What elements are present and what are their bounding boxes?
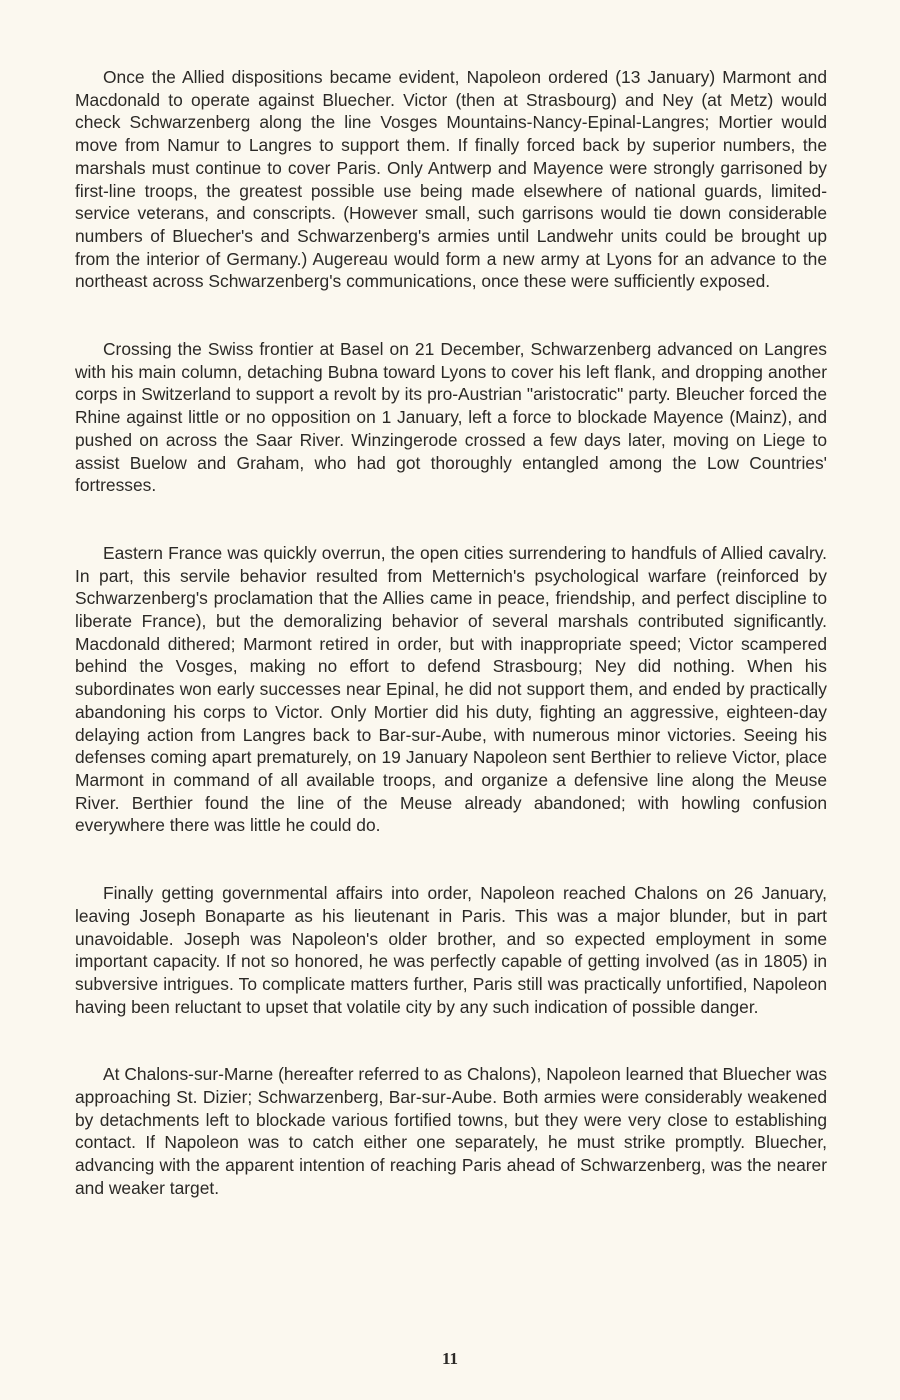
paragraph-crossing-swiss-frontier: Crossing the Swiss frontier at Basel on 21 December, Schwarzenberg advanced on Langres with his main column, detaching Bubna toward Lyons to cover his left flank, and dropping another corps in Switzerland to support a revolt by its pro-Austrian "aristocratic" party. Bleucher forced the Rhine against little or no opposition on 1 January, left a force to blockade Mayence (Mainz), and pushed on across the Saar River. Winzingerode crossed a few days later, moving on Liege to assist Buelow and Graham, who had got thoroughly entangled among the Low Countries' fortresses. [75, 339, 827, 496]
paragraph-governmental-affairs: Finally getting governmental affairs into order, Napoleon reached Chalons on 26 January, leaving Joseph Bonaparte as his lieutenant in Paris. This was a major blunder, but in part unavoidable. Joseph was Napoleon's older brother, and so expected employment in some important capacity. If not so honored, he was perfectly capable of getting involved (as in 1805) in subversive intrigues. To complicate matters further, Paris still was practically unfortified, Napoleon having been reluctant to upset that volatile city by any such indication of possible danger. [75, 883, 827, 1017]
paragraph-eastern-france-overrun: Eastern France was quickly overrun, the open cities surrendering to handfuls of Allied cavalry. In part, this servile behavior resulted from Metternich's psychological warfare (reinforced by Schwarzenberg's proclamation that the Allies came in peace, friendship, and perfect discipline to liberate France), but the demoralizing behavior of several marshals contributed significantly. Macdonald dithered; Marmont retired in order, but with inappropriate speed; Victor scampered behind the Vosges, making no effort to defend Strasbourg; Ney did nothing. When his subordinates won early successes near Epinal, he did not support them, and ended by practically abandoning his corps to Victor. Only Mortier did his duty, fighting an aggressive, eighteen-day delaying action from Langres back to Bar-sur-Aube, with numerous minor victories. Seeing his defenses coming apart prematurely, on 19 January Napoleon sent Berthier to relieve Victor, place Marmont in command of all available troops, and organize a defensive line along the Meuse River. Berthier found the line of the Meuse already abandoned; with howling confusion everywhere there was little he could do. [75, 542, 827, 836]
paragraph-allied-dispositions: Once the Allied dispositions became evident, Napoleon ordered (13 January) Marmont and Macdonald to operate against Bluecher. Victor (then at Strasbourg) and Ney (at Metz) would check Schwarzenberg along the line Vosges Mountains-Nancy-Epinal-Langres; Mortier would move from Namur to Langres to support them. If finally forced back by superior numbers, the marshals must continue to cover Paris. Only Antwerp and Mayence were strongly garrisoned by first-line troops, the greatest possible use being made elsewhere of national guards, limited-service veterans, and conscripts. (However small, such garrisons would tie down considerable numbers of Bluecher's and Schwarzenberg's armies until Landwehr units could be brought up from the interior of Germany.) Augereau would form a new army at Lyons for an advance to the northeast across Schwarzenberg's communications, once these were sufficiently exposed. [75, 67, 827, 292]
page-body [75, 66, 827, 1200]
page-number: 11 [441, 1349, 459, 1368]
paragraph-chalons-sur-marne: At Chalons-sur-Marne (hereafter referred to as Chalons), Napoleon learned that Bluecher was approaching St. Dizier; Schwarzenberg, Bar-sur-Aube. Both armies were considerably weakened by detachments left to blockade various fortified towns, but they were very close to establishing contact. If Napoleon was to catch either one separately, he must strike promptly. Bluecher, advancing with the apparent intention of reaching Paris ahead of Schwarzenberg, was the nearer and weaker target. [75, 1064, 827, 1198]
